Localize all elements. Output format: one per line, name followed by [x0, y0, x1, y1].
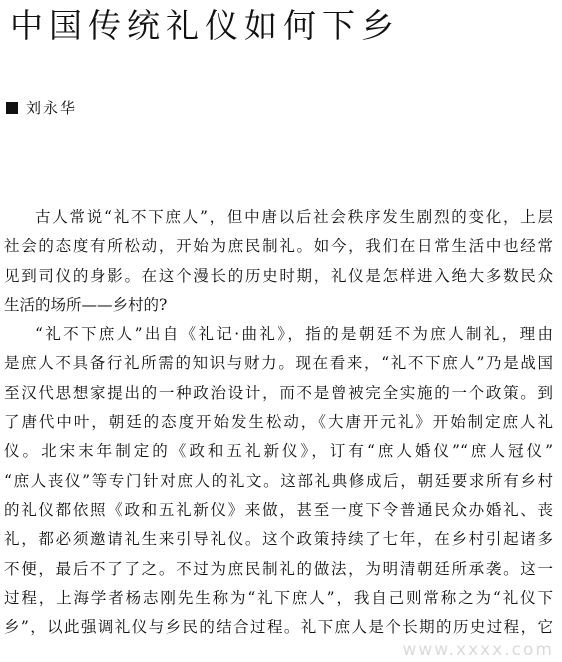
body-line: 礼，都必须邀请礼生来引导礼仪。这个政策持续了七年，在乡村引起诸多 — [4, 530, 553, 549]
body-line: 不便，最后不了了之。不过为庶民制礼的做法，为明清朝廷所承袭。这一 — [4, 559, 553, 578]
body-line: 仪。北宋末年制定的《政和五礼新仪》，订有“庶人婚仪”“庶人冠仪” — [4, 442, 553, 461]
author-line — [6, 98, 77, 118]
body-line: 社会的态度有所松动，开始为庶民制礼。如今，我们在日常生活中也经常 — [4, 237, 553, 256]
body-line: 的礼仪都依照《政和五礼新仪》来做，甚至一度下令普通民众办婚礼、丧 — [4, 500, 553, 519]
square-bullet-icon — [6, 102, 18, 114]
author-name: 刘永华 — [26, 99, 78, 117]
body-line: 古人常说“礼不下庶人”，但中唐以后社会秩序发生剧烈的变化，上层 — [35, 208, 553, 226]
body-line: 过程，上海学者杨志刚先生称为“礼下庶人”，我自己则常称之为“礼仪下 — [4, 588, 553, 607]
body-line: 至汉代思想家提出的一种政治设计，而不是曾被完全实施的一个政策。到 — [4, 383, 553, 402]
body-line: 乡”，以此强调礼仪与乡民的结合过程。礼下庶人是个长期的历史过程，它 — [4, 618, 553, 637]
body-line: 了唐代中叶，朝廷的态度开始发生松动，《大唐开元礼》开始制定庶人礼 — [4, 413, 553, 432]
body-line: 见到司仪的身影。在这个漫长的历史时期，礼仪是怎样进入绝大多数民众 — [4, 266, 553, 285]
body-line: 是庶人不具备行礼所需的知识与财力。现在看来，“礼不下庶人”乃是战国 — [4, 354, 553, 373]
body-line: “庶人丧仪”等专门针对庶人的礼文。这部礼典修成后，朝廷要求所有乡村 — [4, 471, 553, 490]
body-line: 生活的场所——乡村的? — [4, 295, 168, 314]
watermark: www.xxxx.com — [402, 640, 554, 660]
body-line: “礼不下庶人”出自《礼记·曲礼》，指的是朝廷不为庶人制礼，理由 — [35, 325, 553, 344]
article-body — [4, 203, 553, 642]
article-title: 中国传统礼仪如何下乡 — [10, 6, 400, 45]
